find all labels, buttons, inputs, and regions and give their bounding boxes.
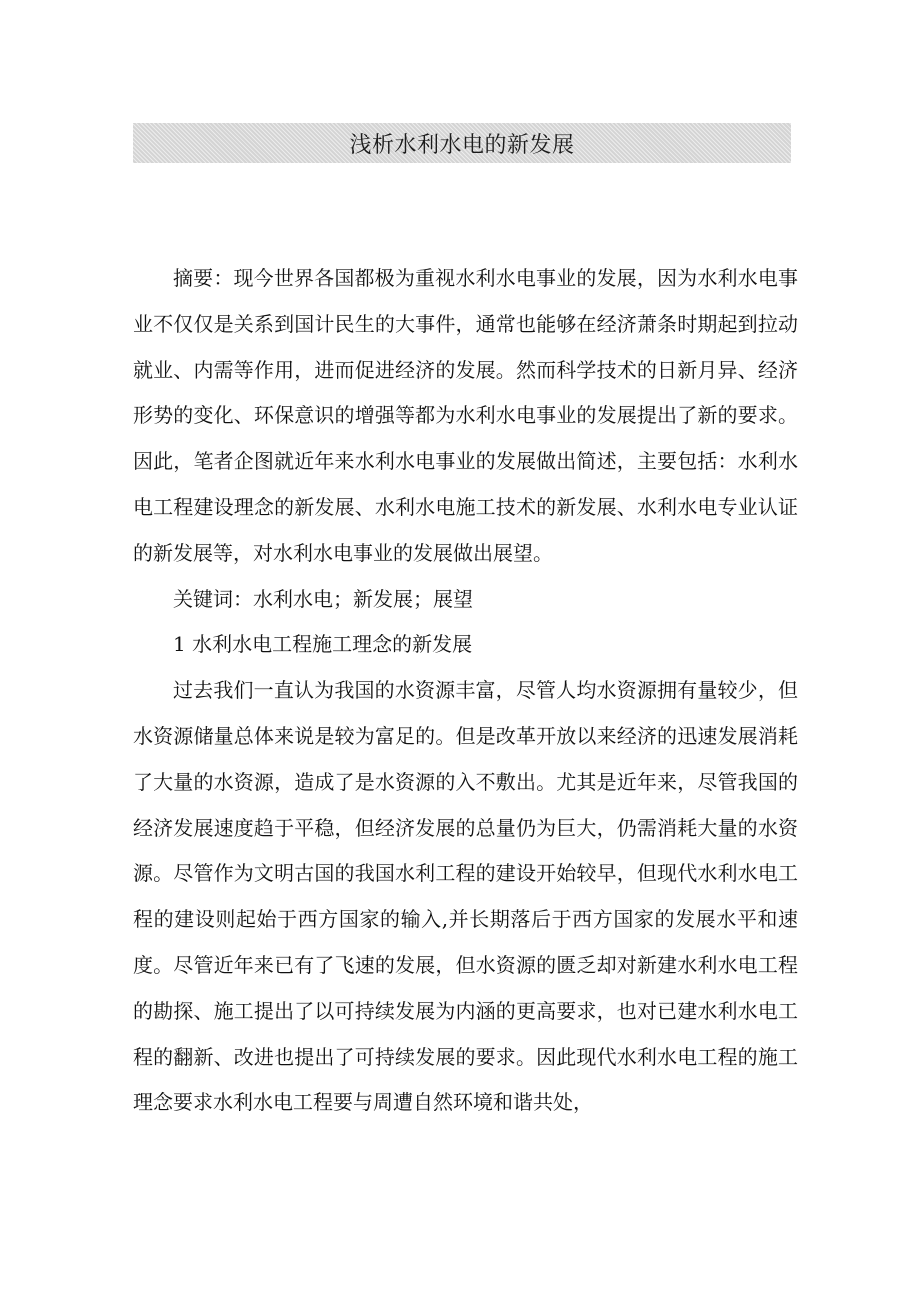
body-paragraph: 过去我们一直认为我国的水资源丰富，尽管人均水资源拥有量较少，但水资源储量总体来说是较为富足的。但是改革开放以来经济的迅速发展消耗了大量的水资源，造成了是水资源的入不敷出。尤其是近年来，尽管我国的经济发展速度趋于平稳，但经济发展的总量仍为巨大，仍需消耗大量的水资源。尽管作为文明古国的我国水利工程的建设开始较早，但现代水利水电工程的建设则起始于西方国家的输入,并长期落后于西方国家的发展水平和速度。尽管近年来已有了飞速的发展，但水资源的匮乏却对新建水利水电工程的勘探、施工提出了以可持续发展为内涵的更高要求，也对已建水利水电工程的翻新、改进也提出了可持续发展的要求。因此现代水利水电工程的施工理念要求水利水电工程要与周遭自然环境和谐共处，	[133, 678, 798, 1115]
keywords-line: 关键词：水利水电；新发展；展望	[173, 586, 473, 611]
document-title: 浅析水利水电的新发展	[349, 132, 575, 158]
abstract-paragraph: 摘要：现今世界各国都极为重视水利水电事业的发展，因为水利水电事业不仅仅是关系到国计民生的大事件，通常也能够在经济萧条时期起到拉动就业、内需等作用，进而促进经济的发展。然而科学技术的日新月异、经济形势的变化、环保意识的增强等都为水利水电事业的发展提出了新的要求。因此，笔者企图就近年来水利水电事业的发展做出简述，主要包括：水利水电工程建设理念的新发展、水利水电施工技术的新发展、水利水电专业认证的新发展等，对水利水电事业的发展做出展望。	[133, 266, 798, 565]
document-body	[133, 256, 798, 1126]
title-banner	[133, 123, 791, 163]
section-heading: 1 水利水电工程施工理念的新发展	[173, 632, 473, 657]
